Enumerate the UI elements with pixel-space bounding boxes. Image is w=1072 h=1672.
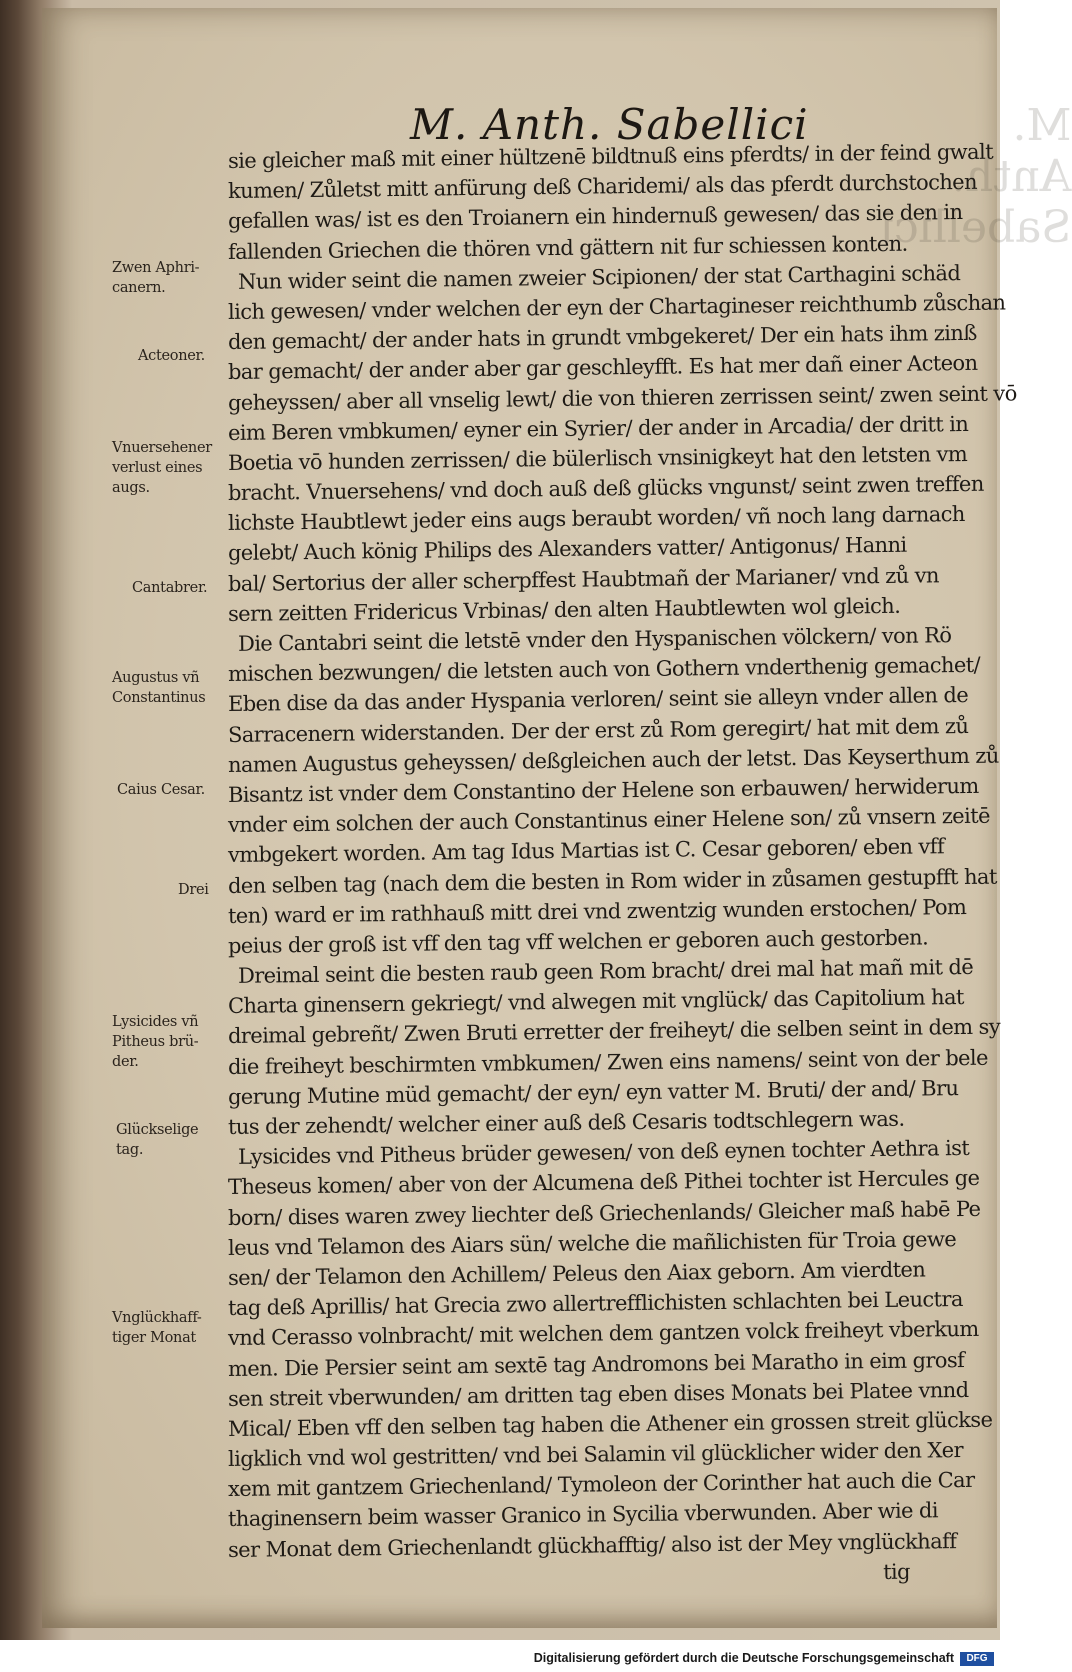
- text-line: eim Beren vmbkumen/ eyner ein Syrier/ der ander in Arcadia/ der dritt in: [227, 411, 969, 445]
- margin-note: Acteoner.: [138, 348, 205, 364]
- text-line: den gemacht/ der ander hats in grundt vmbgekeret/ Der ein hats ihm zinß: [227, 320, 977, 355]
- text-line: sen streit vberwunden/ am dritten tag eben dises Monats bei Platee vnnd: [227, 1377, 969, 1411]
- text-line: vnd Cerasso volnbracht/ mit welchen dem gantzen volck freiheyt vberkum: [227, 1317, 979, 1351]
- text-line: lich gewesen/ vnder welchen der eyn der Chartagineser reichthumb zůschan: [227, 290, 1006, 324]
- text-line: men. Die Persier seint am sextē tag Andromons bei Maratho in eim grosf: [227, 1347, 965, 1381]
- margin-note: Drei: [178, 882, 209, 898]
- digitization-footer: [0, 1648, 1000, 1672]
- text-line: born/ dises waren zwey liechter deß Griechenlands/ Gleicher maß habē Pe: [227, 1196, 981, 1230]
- text-line: Eben dise da das ander Hyspania verloren/ seint sie alleyn vnder allen de: [227, 683, 969, 717]
- running-header: M. Anth. Sabellici: [410, 100, 809, 149]
- text-line: den selben tag (nach dem die besten in Rom wider in zůsamen gestupfft hat: [227, 864, 997, 898]
- text-line: sie gleicher maß mit einer hültzenē bildtnuß eins pferdts/ in der feind gwalt: [227, 139, 994, 173]
- funding-credit: Digitalisierung gefördert durch die Deutsche Forschungsgemeinschaft: [533, 1651, 954, 1665]
- text-line: ten) ward er im rathhauß mitt drei vnd zwentzig wunden erstochen/ Pom: [227, 894, 967, 928]
- text-line: Theseus komen/ aber von der Alcumena deß Pithei tochter ist Hercules ge: [227, 1166, 980, 1200]
- margin-note: Vnglückhaff- tiger Monat: [112, 1310, 202, 1346]
- margin-note: Glückselige tag.: [116, 1122, 199, 1158]
- catchword: tig: [882, 1559, 911, 1584]
- text-line: Dreimal seint die besten raub geen Rom bracht/ drei mal hat mañ mit dē: [237, 954, 974, 988]
- text-line: namen Augustus geheyssen/ deßgleichen auch der letst. Das Keyserthum zů: [227, 743, 999, 777]
- text-line: vmbgekert worden. Am tag Idus Martias ist C. Cesar geboren/ eben vff: [227, 834, 945, 868]
- text-line: ligklich vnd wol gestritten/ vnd bei Salamin vil glücklicher wider den Xer: [227, 1438, 964, 1472]
- text-line: sen/ der Telamon den Achillem/ Peleus den Aiax geborn. Am vierdten: [227, 1257, 926, 1290]
- dfg-logo: DFG: [960, 1652, 994, 1666]
- text-line: Nun wider seint die namen zweier Scipionen/ der stat Carthagini schäd: [237, 260, 961, 294]
- text-line: Lysicides vnd Pitheus brüder gewesen/ von deß eynen tochter Aethra ist: [237, 1136, 970, 1170]
- text-line: mischen bezwungen/ die letsten auch von Gothern vnderthenig gemachet/: [227, 653, 981, 687]
- text-line: Mical/ Eben vff den selben tag haben die Athener ein grossen streit glückse: [227, 1407, 993, 1441]
- text-line: dreimal gebreñt/ Zwen Bruti erretter der freiheyt/ die selben seint in dem sy: [227, 1015, 1001, 1049]
- text-line: Sarracenern widerstanden. Der der erst zů Rom geregirt/ hat mit dem zů: [227, 713, 969, 747]
- text-line: lichste Haubtlewt jeder eins augs beraubt worden/ vñ noch lang darnach: [227, 502, 965, 536]
- text-line: leus vnd Telamon des Aiars sün/ welche die mañlichisten für Troia gewe: [227, 1226, 957, 1260]
- text-line: Charta ginensern gekriegt/ vnd alwegen mit vnglück/ das Capitolium hat: [227, 985, 964, 1019]
- text-line: tag deß Aprillis/ hat Grecia zwo allertrefflichisten schlachten bei Leuctra: [227, 1287, 963, 1321]
- margin-note: Zwen Aphri- canern.: [112, 260, 200, 296]
- text-line: ser Monat dem Griechenlandt glückhafftig/ also ist der Mey vnglückhaff: [227, 1528, 957, 1562]
- text-line: die freiheyt beschirmten vmbkumen/ Zwen eins namens/ seint von der bele: [227, 1045, 989, 1079]
- text-line: fallenden Griechen die thören vnd gättern nit fur schiessen konten.: [227, 231, 908, 264]
- text-line: kumen/ Zůletst mitt anfürung deß Charidemi/ als das pferdt durchstochen: [227, 170, 978, 204]
- text-line: Bisantz ist vnder dem Constantino der Helene son erbauwen/ herwiderum: [227, 773, 979, 807]
- margin-note: Cantabrer.: [132, 580, 208, 596]
- margin-note: Lysicides vñ Pitheus brü- der.: [112, 1014, 199, 1070]
- text-line: sern zeitten Fridericus Vrbinas/ den alten Haubtlewten wol gleich.: [227, 593, 901, 626]
- show-through-text: M. Anth. Sabellici: [880, 100, 1072, 253]
- text-line: Die Cantabri seint die letstē vnder den Hyspanischen völckern/ von Rö: [237, 623, 952, 656]
- text-line: thaginensern beim wasser Granico in Sycilia vberwunden. Aber wie di: [227, 1498, 938, 1532]
- text-line: gelebt/ Auch könig Philips des Alexanders vatter/ Antigonus/ Hanni: [227, 533, 907, 566]
- margin-note: Caius Cesar.: [117, 782, 205, 798]
- margin-note: Augustus vñ Constantinus: [112, 670, 206, 706]
- text-line: gerung Mutine müd gemacht/ der eyn/ eyn vatter M. Bruti/ der and/ Bru: [227, 1075, 959, 1109]
- text-line: bar gemacht/ der ander aber gar geschleyfft. Es hat mer dañ einer Acteon: [227, 351, 978, 385]
- text-line: bal/ Sertorius der aller scherpffest Haubtmañ der Marianer/ vnd zů vn: [227, 562, 939, 596]
- margin-note: Vnuersehener verlust eines augs.: [112, 440, 212, 496]
- text-line: bracht. Vnuersehens/ vnd doch auß deß glücks vngunst/ seint zwen treffen: [227, 471, 984, 506]
- text-line: vnder eim solchen der auch Constantinus einer Helene son/ zů vnsern zeitē: [227, 803, 990, 838]
- text-line: gefallen was/ ist es den Troianern ein hindernuß gewesen/ das sie den in: [227, 200, 963, 234]
- text-line: tus der zehendt/ welcher einer auß deß Cesaris todtschlegern was.: [227, 1106, 905, 1139]
- text-line: Boetia vō hunden zerrissen/ die bülerlisch vnsinigkeyt hat den letsten vm: [227, 441, 968, 475]
- text-line: peius der groß ist vff den tag vff welchen er geboren auch gestorben.: [227, 925, 929, 958]
- text-line: xem mit gantzem Griechenland/ Tymoleon der Corinther hat auch die Car: [227, 1468, 975, 1502]
- text-line: geheyssen/ aber all vnselig lewt/ die von thieren zerrissen seint/ zwen seint vō: [227, 380, 1017, 415]
